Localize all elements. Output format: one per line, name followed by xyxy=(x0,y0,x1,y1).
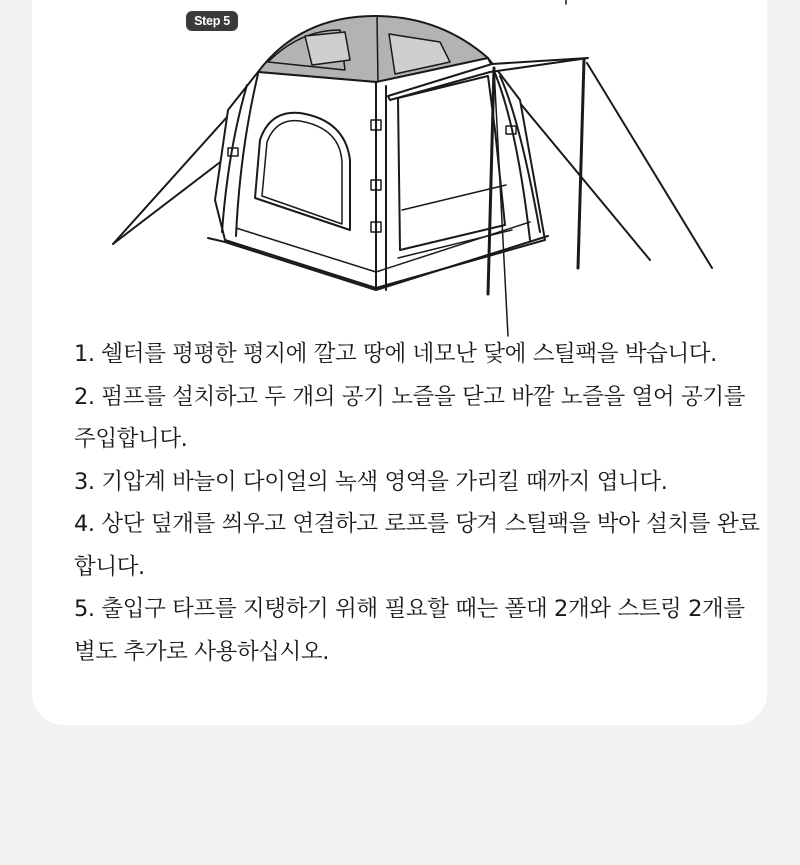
instruction-step-1: 1. 쉘터를 평평한 평지에 깔고 땅에 네모난 닻에 스틸팩을 박습니다. xyxy=(74,341,717,367)
guy-line-right xyxy=(587,63,712,268)
tent-shelter-illustration xyxy=(0,0,800,340)
instruction-step-2: 2. 펌프를 설치하고 두 개의 공기 노즐을 닫고 바깥 노즐을 열어 공기를 주입합니다. xyxy=(74,383,745,452)
instruction-step-5: 5. 출입구 타프를 지탱하기 위해 필요할 때는 폴대 2개와 스트링 2개를 별도 추가로 사용하십시오. xyxy=(74,596,745,665)
instruction-step-3: 3. 기압계 바늘이 다이얼의 녹색 영역을 가리킬 때까지 엽니다. xyxy=(74,468,668,495)
pole-right xyxy=(578,60,584,268)
step-badge: Step 5 xyxy=(186,11,238,31)
instruction-list xyxy=(74,333,764,673)
instruction-step-4: 4. 상단 덮개를 씌우고 연결하고 로프를 당겨 스틸팩을 박아 설치를 완료합니다. xyxy=(74,511,760,580)
